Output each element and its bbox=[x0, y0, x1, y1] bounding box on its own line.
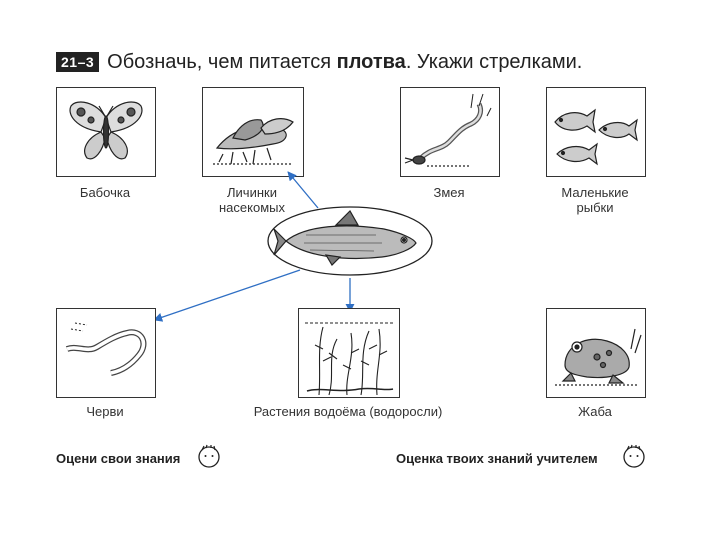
card-toad[interactable] bbox=[546, 308, 646, 398]
card-butterfly[interactable] bbox=[56, 87, 156, 177]
self-assessment-face-icon[interactable] bbox=[197, 444, 221, 468]
self-assessment-label: Оцени свои знания bbox=[56, 451, 181, 466]
task-header bbox=[56, 50, 582, 74]
teacher-assessment-label: Оценка твоих знаний учителем bbox=[396, 451, 598, 466]
task-text-after: . Укажи стрелками. bbox=[405, 50, 583, 73]
arrow-to-worms bbox=[154, 270, 300, 320]
card-snake[interactable] bbox=[400, 87, 500, 177]
caption-worms: Черви bbox=[86, 404, 124, 419]
caption-plants: Растения водоёма (водоросли) bbox=[253, 404, 443, 419]
caption-small-fish-line1: Маленькие bbox=[561, 185, 629, 200]
caption-small-fish bbox=[540, 185, 650, 215]
toad-icon bbox=[547, 309, 645, 397]
card-worms[interactable] bbox=[56, 308, 156, 398]
caption-larvae-line2: насекомых bbox=[219, 200, 285, 215]
butterfly-icon bbox=[57, 88, 155, 176]
card-larvae[interactable] bbox=[202, 87, 304, 177]
task-instruction bbox=[107, 51, 582, 74]
larvae-icon bbox=[203, 88, 303, 176]
caption-toad: Жаба bbox=[578, 404, 612, 419]
worm-icon bbox=[57, 309, 155, 397]
small-fish-icon bbox=[547, 88, 645, 176]
caption-snake: Змея bbox=[433, 185, 465, 200]
water-plants-icon bbox=[299, 309, 399, 397]
task-text-bold: плотва bbox=[336, 50, 406, 73]
task-number-badge: 21–3 bbox=[56, 52, 99, 72]
caption-butterfly: Бабочка bbox=[79, 185, 131, 200]
teacher-assessment-face-icon[interactable] bbox=[622, 444, 646, 468]
task-text-before: Обозначь, чем питается bbox=[107, 50, 337, 73]
center-roach[interactable] bbox=[266, 205, 434, 277]
roach-fish-icon bbox=[266, 205, 434, 277]
caption-larvae-line1: Личинки bbox=[227, 185, 277, 200]
card-small-fish[interactable] bbox=[546, 87, 646, 177]
caption-small-fish-line2: рыбки bbox=[576, 200, 614, 215]
card-plants[interactable] bbox=[298, 308, 400, 398]
snake-icon bbox=[401, 88, 499, 176]
